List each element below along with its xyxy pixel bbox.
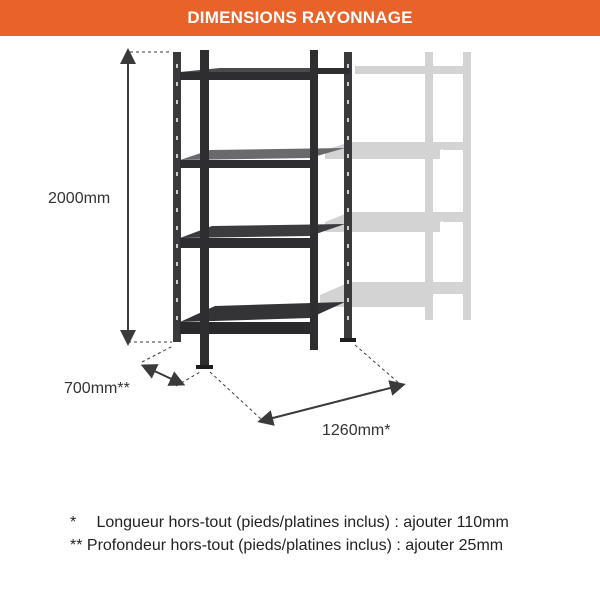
note-length — [70, 514, 509, 532]
note-text: Longueur hors-tout (pieds/platines inclus) : ajouter 110mm — [96, 514, 509, 531]
note-marker: ** — [70, 537, 83, 554]
page-title: DIMENSIONS RAYONNAGE — [187, 8, 413, 27]
depth-dimension-label: 700mm** — [64, 380, 130, 397]
length-dimension-label: 1260mm* — [322, 422, 391, 439]
extension-shelf-unit — [320, 52, 471, 320]
height-dimension-label: 2000mm — [48, 190, 111, 207]
main-shelf-unit — [173, 50, 356, 369]
note-marker: * — [70, 514, 77, 531]
note-depth — [70, 537, 503, 555]
note-text: Profondeur hors-tout (pieds/platines inclus) : ajouter 25mm — [86, 537, 504, 554]
